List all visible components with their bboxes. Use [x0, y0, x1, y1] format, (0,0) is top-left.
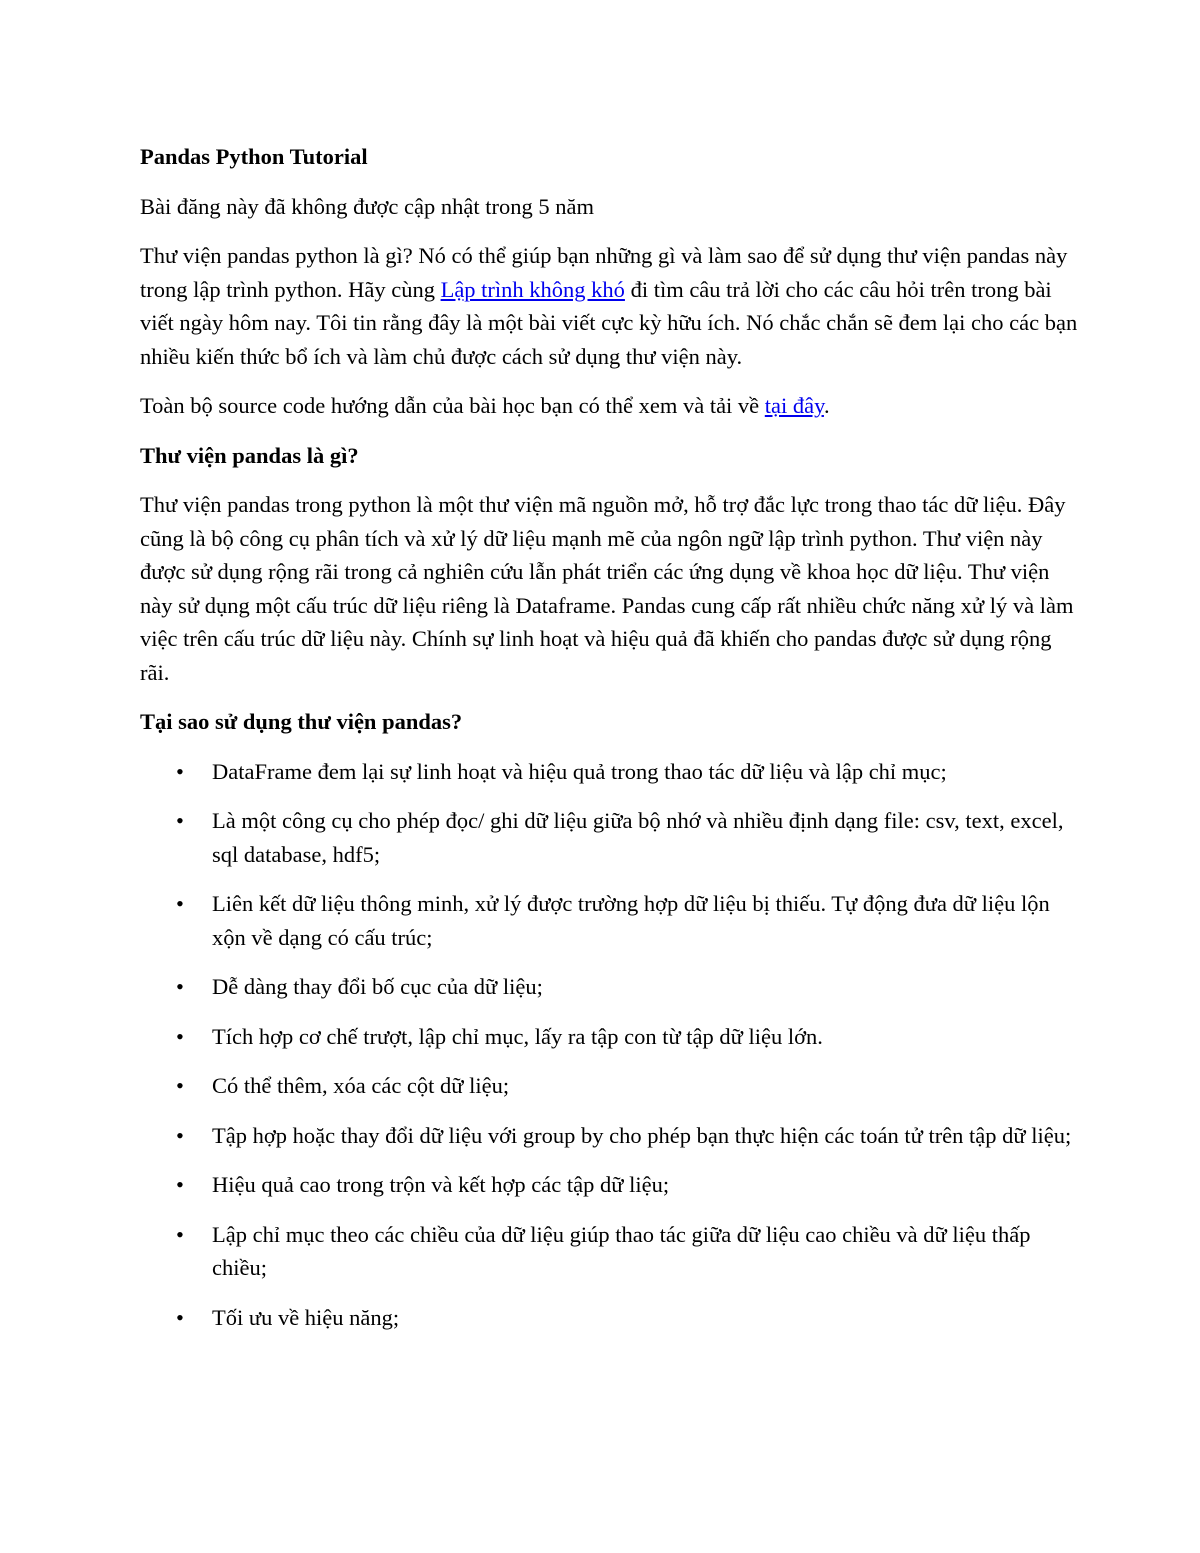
list-item-text: Liên kết dữ liệu thông minh, xử lý được trường hợp dữ liệu bị thiếu. Tự động đưa dữ liệu lộn xộn về dạng có cấu trúc;: [212, 891, 1050, 950]
list-item-text: Là một công cụ cho phép đọc/ ghi dữ liệu giữa bộ nhớ và nhiều định dạng file: csv, text, excel, sql database, hdf5;: [212, 808, 1064, 867]
list-item: [140, 755, 1080, 789]
download-source-link[interactable]: tại đây: [764, 393, 824, 418]
bullet-icon: •: [176, 1122, 184, 1148]
list-item-text: Lập chỉ mục theo các chiều của dữ liệu giúp thao tác giữa dữ liệu cao chiều và dữ liệu thấp chiều;: [212, 1221, 1031, 1280]
intro-text-after-link: đi tìm câu trả lời cho các câu hỏi trên trong bài viết ngày hôm nay. Tôi tin rằng đây là một bài viết cực kỳ hữu ích. Nó chắc chắn sẽ đem lại cho các bạn nhiều kiến thức bổ ích và làm chủ được cách sử dụng thư viện này.: [140, 276, 1078, 369]
section-body-what-is-pandas: Thư viện pandas trong python là một thư viện mã nguồn mở, hỗ trợ đắc lực trong thao tác dữ liệu. Đây cũng là bộ công cụ phân tích và xử lý dữ liệu mạnh mẽ của ngôn ngữ lập trình python. Thư viện này được sử dụng rộng rãi trong cả nghiên cứu lẫn phát triển các ứng dụng về khoa học dữ liệu. Thư viện này sử dụng một cấu trúc dữ liệu riêng là Dataframe. Pandas cung cấp rất nhiều chức năng xử lý và làm việc trên cấu trúc dữ liệu này. Chính sự linh hoạt và hiệu quả đã khiến cho pandas được sử dụng rộng rãi.: [140, 492, 1074, 685]
bullet-icon: •: [176, 808, 184, 833]
bullet-icon: •: [176, 1172, 184, 1197]
source-paragraph: [140, 389, 1080, 423]
bullet-icon: •: [176, 974, 184, 999]
list-item-text: Tích hợp cơ chế trượt, lập chỉ mục, lấy ra tập con từ tập dữ liệu lớn.: [212, 1023, 823, 1049]
bullet-icon: •: [176, 758, 184, 784]
source-text-after-link: .: [823, 393, 830, 418]
intro-paragraph: [140, 239, 1080, 373]
lap-trinh-khong-kho-link[interactable]: Lập trình không khó: [440, 276, 625, 302]
intro-text-before-link: Thư viện pandas python là gì? Nó có thể giúp bạn những gì và làm sao để sử dụng thư viện pandas này trong lập trình python. Hãy cùng: [140, 243, 1068, 302]
list-item: [140, 887, 1080, 954]
list-item-text: Có thể thêm, xóa các cột dữ liệu;: [212, 1073, 510, 1098]
list-item-text: DataFrame đem lại sự linh hoạt và hiệu quả trong thao tác dữ liệu và lập chỉ mục;: [212, 758, 947, 784]
list-item: [140, 1218, 1080, 1285]
update-notice: Bài đăng này đã không được cập nhật trong 5 năm: [140, 193, 594, 219]
list-item: [140, 1069, 1080, 1103]
section-heading-why-pandas: Tại sao sử dụng thư viện pandas?: [140, 709, 463, 734]
list-item-text: Dễ dàng thay đổi bố cục của dữ liệu;: [212, 974, 543, 999]
document-title: Pandas Python Tutorial: [140, 144, 368, 169]
list-item-text: Hiệu quả cao trong trộn và kết hợp các tập dữ liệu;: [212, 1172, 670, 1197]
section-heading-what-is-pandas: Thư viện pandas là gì?: [140, 442, 359, 468]
list-item: [140, 804, 1080, 871]
list-item-text: Tập hợp hoặc thay đổi dữ liệu với group by cho phép bạn thực hiện các toán tử trên tập dữ liệu;: [212, 1122, 1072, 1148]
list-item: [140, 1119, 1080, 1153]
bullet-icon: •: [176, 1304, 184, 1330]
document-page: [140, 140, 1080, 1350]
bullet-icon: •: [176, 1073, 184, 1098]
why-pandas-list: [140, 755, 1080, 1335]
list-item: [140, 970, 1080, 1004]
list-item: [140, 1020, 1080, 1054]
list-item-text: Tối ưu về hiệu năng;: [212, 1304, 400, 1330]
bullet-icon: •: [176, 1221, 184, 1247]
bullet-icon: •: [176, 1023, 184, 1049]
list-item: [140, 1168, 1080, 1202]
source-text-before-link: Toàn bộ source code hướng dẫn của bài học bạn có thể xem và tải về: [140, 393, 765, 418]
bullet-icon: •: [176, 891, 184, 916]
list-item: [140, 1301, 1080, 1335]
